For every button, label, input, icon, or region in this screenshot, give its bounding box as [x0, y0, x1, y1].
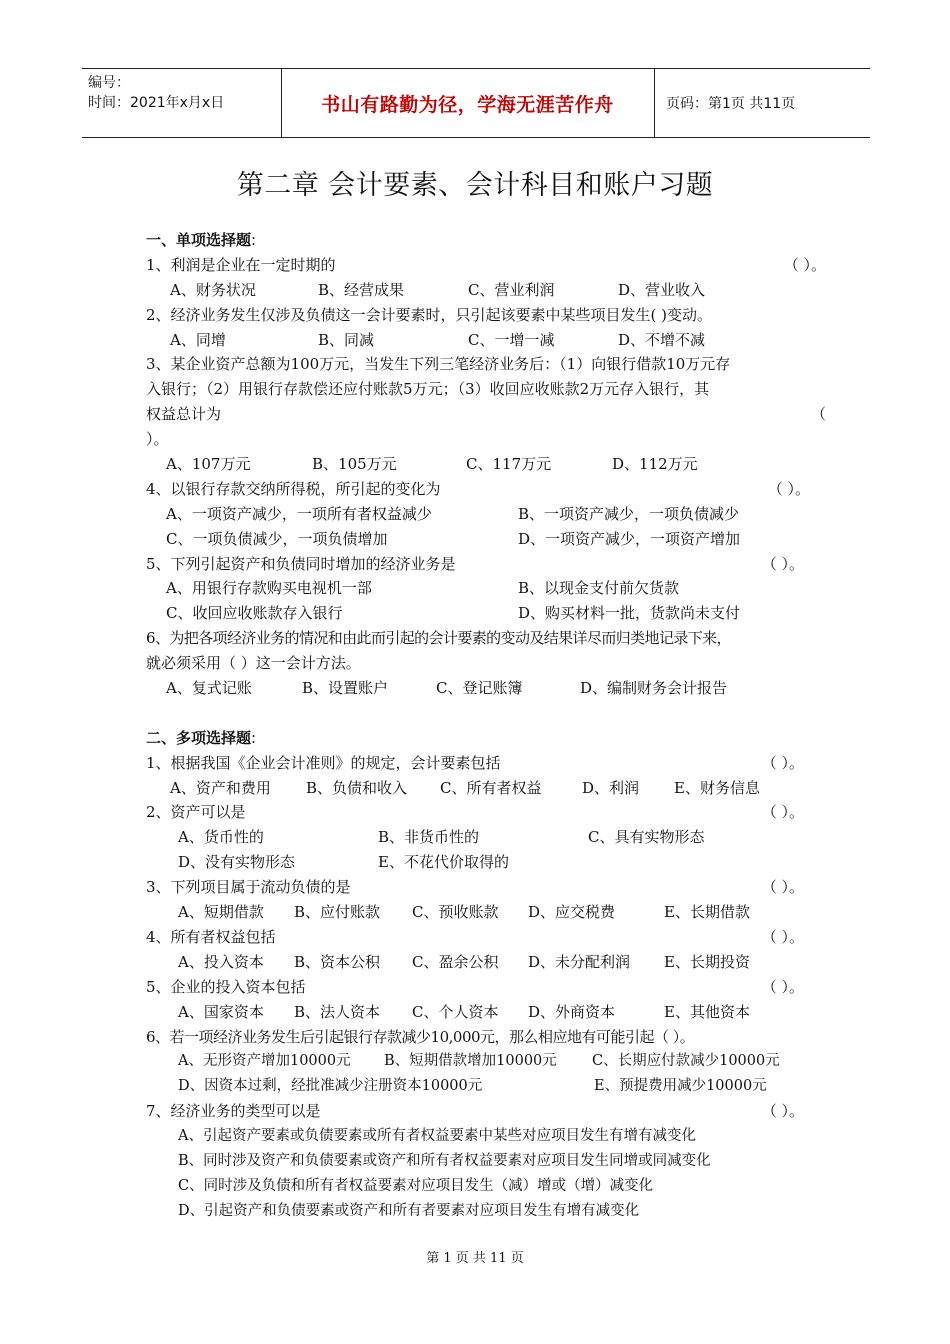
options-row — [146, 452, 826, 477]
answer-blank: （ ）。 — [761, 803, 804, 822]
answer-blank: （ ）。 — [761, 753, 804, 772]
option: C、长期应付款减少10000元 — [592, 1053, 780, 1070]
question-text: 就必须采用（ ）这一会计方法。 — [146, 654, 361, 673]
page-title: 第二章 会计要素、会计科目和账户习题 — [236, 170, 714, 201]
section-heading-text: 二、多项选择题 — [146, 728, 252, 747]
option: D、不增不减 — [618, 330, 706, 349]
question — [146, 402, 826, 427]
question — [146, 975, 826, 1000]
question — [146, 253, 826, 278]
options-row — [146, 1000, 826, 1025]
question — [146, 1099, 826, 1124]
option: B、同时涉及资产和负债要素或资产和所有者权益要素对应项目发生同增或同减变化 — [178, 1152, 711, 1169]
option: E、预提费用减少10000元 — [594, 1078, 767, 1095]
option: C、一项负债减少，一项负债增加 — [166, 529, 388, 548]
options-row — [146, 1049, 826, 1074]
document-body — [146, 228, 826, 1224]
option: B、短期借款增加10000元 — [384, 1053, 557, 1070]
option: B、一项资产减少，一项负债减少 — [518, 504, 740, 523]
question — [146, 751, 826, 776]
option: C、同时涉及负债和所有者权益要素对应项目发生（减）增或（增）减变化 — [178, 1177, 654, 1194]
option: A、国家资本 — [178, 1002, 264, 1021]
option: C、盈余公积 — [412, 952, 499, 971]
question-text: 6、为把各项经济业务的情况和由此而引起的会计要素的变动及结果详尽而归类地记录下来， — [146, 629, 731, 648]
option: D、引起资产和负债要素或资产和所有者要素对应项目发生有增有减变化 — [178, 1202, 640, 1219]
answer-blank: （ ）。 — [767, 479, 810, 498]
question-text: 3、下列项目属于流动负债的是 — [146, 878, 351, 897]
section-heading: 一、单项选择题: — [146, 231, 257, 249]
options-row — [146, 576, 826, 601]
question-text: 入银行；（2）用银行存款偿还应付账款5万元；（3）收回应收账款2万元存入银行，其 — [146, 380, 710, 399]
option: E、不花代价取得的 — [378, 853, 509, 872]
option: D、未分配利润 — [528, 952, 631, 971]
option: A、资产和费用 — [170, 778, 271, 797]
header-divider — [654, 69, 655, 137]
option: D、营业收入 — [618, 280, 706, 299]
option: B、105万元 — [312, 455, 397, 474]
option: E、财务信息 — [674, 778, 760, 797]
option: A、货币性的 — [178, 828, 264, 847]
option: C、营业利润 — [468, 280, 555, 299]
answer-blank: （ ）。 — [761, 878, 804, 897]
header-motto: 书山有路勤为径，学海无涯苦作舟 — [321, 94, 614, 116]
options-row — [146, 900, 826, 925]
question-text: ）。 — [146, 430, 169, 449]
option: E、其他资本 — [664, 1002, 750, 1021]
options-row — [146, 601, 826, 626]
code-label: 编号： — [88, 75, 130, 91]
question — [146, 303, 826, 328]
option: D、没有实物形态 — [178, 853, 296, 872]
question-text: 2、经济业务发生仅涉及负债这一会计要素时，只引起该要素中某些项目发生( )变动。 — [146, 305, 713, 324]
question — [146, 800, 826, 825]
option: A、107万元 — [166, 455, 251, 474]
option: E、长期投资 — [664, 952, 750, 971]
option: D、购买材料一批，货款尚未支付 — [518, 604, 741, 623]
header-table — [82, 68, 870, 138]
option: A、投入资本 — [178, 952, 264, 971]
option: C、一增一减 — [468, 330, 555, 349]
question — [146, 552, 826, 577]
option: C、收回应收账款存入银行 — [166, 604, 343, 623]
option: B、应付账款 — [294, 903, 381, 922]
option: B、经营成果 — [318, 280, 405, 299]
header-page-info: 页码：第1页 共11页 — [666, 96, 796, 112]
option: A、无形资产增加10000元 — [178, 1053, 351, 1070]
option: D、112万元 — [612, 455, 698, 474]
answer-blank: （ ）。 — [761, 1102, 804, 1121]
option: A、引起资产要素或负债要素或所有者权益要素中某些对应项目发生有增有减变化 — [178, 1128, 696, 1145]
question-text: 1、利润是企业在一定时期的 — [146, 255, 336, 274]
answer-blank: （ ）。 — [761, 977, 804, 996]
option: C、具有实物形态 — [588, 828, 705, 847]
answer-blank: （ ）。 — [783, 255, 826, 274]
options-row — [146, 527, 826, 552]
question-text: 4、以银行存款交纳所得税，所引起的变化为 — [146, 479, 441, 498]
option: B、负债和收入 — [306, 778, 408, 797]
date-label: 时间：2021年x月x日 — [88, 95, 225, 111]
question-text: 7、经济业务的类型可以是 — [146, 1102, 321, 1121]
option: A、短期借款 — [178, 903, 264, 922]
question-text: 1、根据我国《企业会计准则》的规定，会计要素包括 — [146, 753, 501, 772]
option: B、同减 — [318, 330, 375, 349]
section-heading-text: 一、单项选择题 — [146, 231, 252, 249]
question-text: 权益总计为 — [146, 405, 222, 424]
section-heading: 二、多项选择题: — [146, 728, 257, 747]
option: C、117万元 — [466, 455, 552, 474]
option: A、财务状况 — [170, 280, 256, 299]
question-text: 3、某企业资产总额为100万元，当发生下列三笔经济业务后：（1）向银行借款10万元存 — [146, 355, 731, 374]
options-row — [146, 502, 826, 527]
option: D、因资本过剩，经批准减少注册资本10000元 — [178, 1078, 483, 1095]
option: D、外商资本 — [528, 1002, 616, 1021]
question — [146, 477, 826, 502]
option: D、一项资产减少，一项资产增加 — [518, 529, 741, 548]
option: C、预收账款 — [412, 903, 499, 922]
answer-blank: （ ）。 — [761, 554, 804, 573]
question-text: 5、下列引起资产和负债同时增加的经济业务是 — [146, 554, 456, 573]
option: D、编制财务会计报告 — [580, 679, 728, 698]
option: B、设置账户 — [302, 679, 389, 698]
option: B、法人资本 — [294, 1002, 381, 1021]
option: C、登记账簿 — [436, 679, 523, 698]
option: B、以现金支付前欠货款 — [518, 579, 680, 598]
option: A、用银行存款购买电视机一部 — [166, 579, 372, 598]
options-row — [146, 328, 826, 353]
option: C、个人资本 — [412, 1002, 499, 1021]
question — [146, 875, 826, 900]
question-text: 4、所有者权益包括 — [146, 927, 276, 946]
options-row — [146, 278, 826, 303]
question-text: 5、企业的投入资本包括 — [146, 977, 306, 996]
option: D、利润 — [582, 778, 640, 797]
answer-blank: （ ）。 — [761, 927, 804, 946]
option: D、应交税费 — [528, 903, 616, 922]
options-row — [146, 676, 826, 701]
options-row — [146, 1074, 826, 1099]
option: C、所有者权益 — [440, 778, 542, 797]
page-footer: 第 1 页 共 11 页 — [426, 1251, 524, 1266]
answer-blank: （ — [810, 405, 826, 424]
question-text: 2、资产可以是 — [146, 803, 246, 822]
options-row — [146, 850, 826, 875]
question-text: 6、若一项经济业务发生后引起银行存款减少10,000元，那么相应地有可能引起（ ）。 — [146, 1027, 695, 1046]
option: A、同增 — [170, 330, 226, 349]
option: B、非货币性的 — [378, 828, 480, 847]
question — [146, 925, 826, 950]
options-row — [146, 776, 826, 801]
options-row — [146, 950, 826, 975]
option: B、资本公积 — [294, 952, 381, 971]
options-row — [146, 825, 826, 850]
option: E、长期借款 — [664, 903, 750, 922]
option: A、复式记账 — [166, 679, 252, 698]
option: A、一项资产减少，一项所有者权益减少 — [166, 504, 432, 523]
header-meta — [88, 73, 224, 113]
